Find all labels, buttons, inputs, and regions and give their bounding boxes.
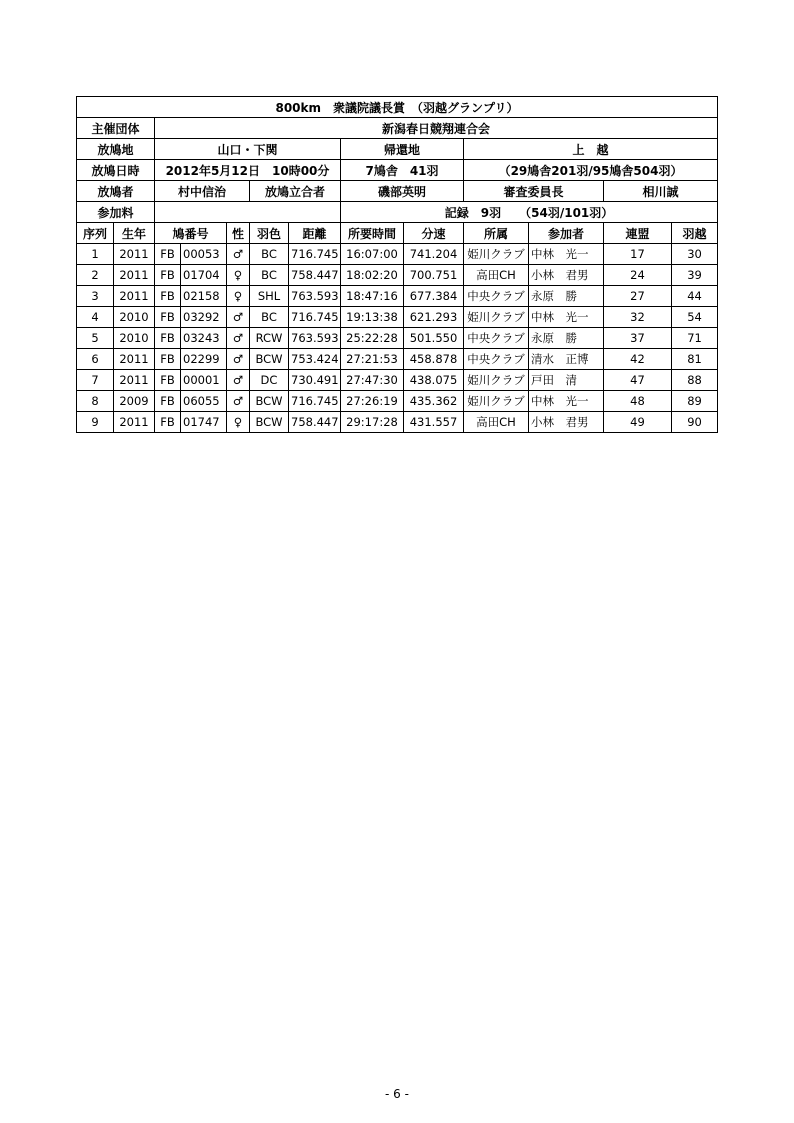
- year-cell: 2009: [114, 391, 155, 412]
- rank-cell: 5: [77, 328, 114, 349]
- ring-number-cell: 00053: [181, 244, 227, 265]
- club-cell: 中央クラブ: [464, 349, 529, 370]
- ring-number-cell: 03292: [181, 307, 227, 328]
- ring-prefix-cell: FB: [155, 370, 181, 391]
- feather-color-cell: BCW: [250, 349, 289, 370]
- ring-prefix-cell: FB: [155, 286, 181, 307]
- record-value: 記録 9羽 （54羽/101羽）: [341, 202, 718, 223]
- table-title: 800km 衆議院議長賞 （羽越グランプリ）: [77, 97, 718, 118]
- uetsu-rank-cell: 44: [672, 286, 718, 307]
- host-value: 新潟春日競翔連合会: [155, 118, 718, 139]
- column-header: 性: [227, 223, 250, 244]
- distance-cell: 753.424: [289, 349, 341, 370]
- feather-color-cell: BC: [250, 265, 289, 286]
- club-cell: 中央クラブ: [464, 328, 529, 349]
- sex-cell: ♂: [227, 391, 250, 412]
- column-header: 生年: [114, 223, 155, 244]
- rank-cell: 4: [77, 307, 114, 328]
- league-rank-cell: 32: [604, 307, 672, 328]
- column-header: 所属: [464, 223, 529, 244]
- table-row: [77, 307, 718, 328]
- release-time-row: [77, 160, 718, 181]
- year-cell: 2010: [114, 307, 155, 328]
- release-place-label: 放鳩地: [77, 139, 155, 160]
- distance-cell: 716.745: [289, 307, 341, 328]
- year-cell: 2011: [114, 265, 155, 286]
- rank-cell: 6: [77, 349, 114, 370]
- club-cell: 高田CH: [464, 265, 529, 286]
- rank-cell: 8: [77, 391, 114, 412]
- year-cell: 2011: [114, 244, 155, 265]
- league-rank-cell: 24: [604, 265, 672, 286]
- uetsu-rank-cell: 71: [672, 328, 718, 349]
- feather-color-cell: RCW: [250, 328, 289, 349]
- rank-cell: 3: [77, 286, 114, 307]
- league-rank-cell: 48: [604, 391, 672, 412]
- flight-time-cell: 25:22:28: [341, 328, 404, 349]
- releaser-label: 放鳩者: [77, 181, 155, 202]
- member-cell: 小林 君男: [529, 412, 604, 433]
- uetsu-rank-cell: 81: [672, 349, 718, 370]
- year-cell: 2011: [114, 349, 155, 370]
- column-header: 所要時間: [341, 223, 404, 244]
- year-cell: 2010: [114, 328, 155, 349]
- speed-cell: 501.550: [404, 328, 464, 349]
- table-row: [77, 328, 718, 349]
- flight-time-cell: 19:13:38: [341, 307, 404, 328]
- place-row: [77, 139, 718, 160]
- member-cell: 中林 光一: [529, 391, 604, 412]
- column-header: 序列: [77, 223, 114, 244]
- uetsu-rank-cell: 39: [672, 265, 718, 286]
- ring-number-cell: 02158: [181, 286, 227, 307]
- judge-value: 相川誠: [604, 181, 718, 202]
- sex-cell: ♂: [227, 349, 250, 370]
- judge-label: 審査委員長: [464, 181, 604, 202]
- column-header-row: [77, 223, 718, 244]
- feather-color-cell: DC: [250, 370, 289, 391]
- speed-cell: 458.878: [404, 349, 464, 370]
- release-place-value: 山口・下関: [155, 139, 341, 160]
- flight-time-cell: 27:21:53: [341, 349, 404, 370]
- league-rank-cell: 37: [604, 328, 672, 349]
- league-rank-cell: 42: [604, 349, 672, 370]
- ring-number-cell: 06055: [181, 391, 227, 412]
- league-rank-cell: 47: [604, 370, 672, 391]
- distance-cell: 758.447: [289, 412, 341, 433]
- speed-cell: 435.362: [404, 391, 464, 412]
- uetsu-rank-cell: 88: [672, 370, 718, 391]
- year-cell: 2011: [114, 412, 155, 433]
- flight-time-cell: 16:07:00: [341, 244, 404, 265]
- distance-cell: 716.745: [289, 244, 341, 265]
- flight-time-cell: 27:26:19: [341, 391, 404, 412]
- flight-time-cell: 29:17:28: [341, 412, 404, 433]
- column-header: 連盟: [604, 223, 672, 244]
- sex-cell: ♂: [227, 328, 250, 349]
- column-header: 参加者: [529, 223, 604, 244]
- rank-cell: 1: [77, 244, 114, 265]
- feather-color-cell: BCW: [250, 412, 289, 433]
- member-cell: 永原 勝: [529, 286, 604, 307]
- speed-cell: 677.384: [404, 286, 464, 307]
- feather-color-cell: BC: [250, 244, 289, 265]
- sex-cell: ♀: [227, 286, 250, 307]
- club-cell: 中央クラブ: [464, 286, 529, 307]
- feather-color-cell: SHL: [250, 286, 289, 307]
- member-cell: 永原 勝: [529, 328, 604, 349]
- return-place-label: 帰還地: [341, 139, 464, 160]
- flight-time-cell: 27:47:30: [341, 370, 404, 391]
- ring-prefix-cell: FB: [155, 265, 181, 286]
- sex-cell: ♀: [227, 265, 250, 286]
- distance-cell: 763.593: [289, 286, 341, 307]
- sex-cell: ♂: [227, 307, 250, 328]
- sex-cell: ♂: [227, 370, 250, 391]
- club-cell: 姫川クラブ: [464, 307, 529, 328]
- rank-cell: 9: [77, 412, 114, 433]
- league-rank-cell: 27: [604, 286, 672, 307]
- uetsu-rank-cell: 54: [672, 307, 718, 328]
- uetsu-rank-cell: 30: [672, 244, 718, 265]
- league-rank-cell: 17: [604, 244, 672, 265]
- club-cell: 姫川クラブ: [464, 244, 529, 265]
- fee-value: [155, 202, 341, 223]
- ring-number-cell: 01704: [181, 265, 227, 286]
- title-row: [77, 97, 718, 118]
- column-header: 羽越: [672, 223, 718, 244]
- fee-label: 参加料: [77, 202, 155, 223]
- ring-prefix-cell: FB: [155, 349, 181, 370]
- ring-number-cell: 02299: [181, 349, 227, 370]
- member-cell: 清水 正博: [529, 349, 604, 370]
- ring-number-cell: 03243: [181, 328, 227, 349]
- member-cell: 中林 光一: [529, 307, 604, 328]
- sex-cell: ♂: [227, 244, 250, 265]
- ring-prefix-cell: FB: [155, 412, 181, 433]
- table-row: [77, 265, 718, 286]
- ring-number-cell: 01747: [181, 412, 227, 433]
- member-cell: 中林 光一: [529, 244, 604, 265]
- speed-cell: 431.557: [404, 412, 464, 433]
- rank-cell: 7: [77, 370, 114, 391]
- lofts-value: 7鳩舎 41羽: [341, 160, 464, 181]
- column-header: 分速: [404, 223, 464, 244]
- sex-cell: ♀: [227, 412, 250, 433]
- ring-prefix-cell: FB: [155, 328, 181, 349]
- officials-row: [77, 181, 718, 202]
- ring-prefix-cell: FB: [155, 391, 181, 412]
- uetsu-rank-cell: 90: [672, 412, 718, 433]
- ring-prefix-cell: FB: [155, 307, 181, 328]
- rank-cell: 2: [77, 265, 114, 286]
- league-rank-cell: 49: [604, 412, 672, 433]
- witness-label: 放鳩立合者: [250, 181, 341, 202]
- table-row: [77, 286, 718, 307]
- column-header: 羽色: [250, 223, 289, 244]
- distance-cell: 730.491: [289, 370, 341, 391]
- distance-cell: 758.447: [289, 265, 341, 286]
- fee-row: [77, 202, 718, 223]
- release-time-value: 2012年5月12日 10時00分: [155, 160, 341, 181]
- return-place-value: 上 越: [464, 139, 718, 160]
- host-label: 主催団体: [77, 118, 155, 139]
- member-cell: 小林 君男: [529, 265, 604, 286]
- club-cell: 高田CH: [464, 412, 529, 433]
- column-header: 鳩番号: [155, 223, 227, 244]
- table-row: [77, 349, 718, 370]
- host-row: [77, 118, 718, 139]
- uetsu-rank-cell: 89: [672, 391, 718, 412]
- column-header: 距離: [289, 223, 341, 244]
- table-row: [77, 391, 718, 412]
- release-time-label: 放鳩日時: [77, 160, 155, 181]
- distance-cell: 763.593: [289, 328, 341, 349]
- member-cell: 戸田 清: [529, 370, 604, 391]
- table-row: [77, 370, 718, 391]
- page-number: - 6 -: [385, 1087, 409, 1101]
- table-row: [77, 412, 718, 433]
- club-cell: 姫川クラブ: [464, 391, 529, 412]
- flight-time-cell: 18:47:16: [341, 286, 404, 307]
- speed-cell: 621.293: [404, 307, 464, 328]
- feather-color-cell: BC: [250, 307, 289, 328]
- lofts-total-value: （29鳩舎201羽/95鳩舎504羽）: [464, 160, 718, 181]
- witness-value: 磯部英明: [341, 181, 464, 202]
- ring-number-cell: 00001: [181, 370, 227, 391]
- year-cell: 2011: [114, 286, 155, 307]
- speed-cell: 438.075: [404, 370, 464, 391]
- race-results-table: [76, 96, 718, 433]
- feather-color-cell: BCW: [250, 391, 289, 412]
- year-cell: 2011: [114, 370, 155, 391]
- speed-cell: 741.204: [404, 244, 464, 265]
- speed-cell: 700.751: [404, 265, 464, 286]
- ring-prefix-cell: FB: [155, 244, 181, 265]
- table-row: [77, 244, 718, 265]
- flight-time-cell: 18:02:20: [341, 265, 404, 286]
- club-cell: 姫川クラブ: [464, 370, 529, 391]
- releaser-value: 村中信治: [155, 181, 250, 202]
- distance-cell: 716.745: [289, 391, 341, 412]
